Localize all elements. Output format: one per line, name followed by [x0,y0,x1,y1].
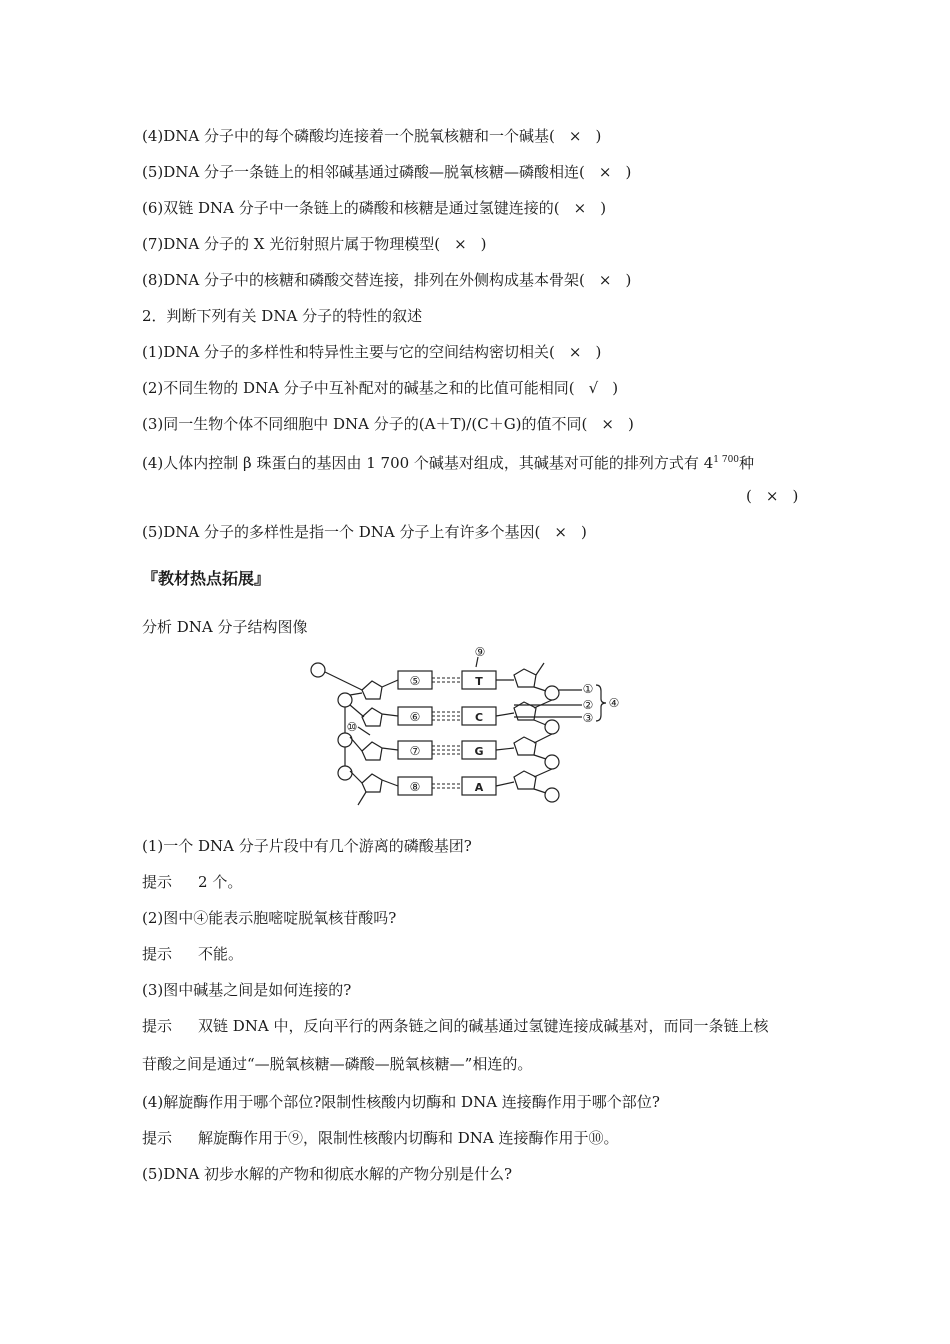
question: (5)DNA 初步水解的产物和彻底水解的产物分别是什么? [142,1165,513,1183]
label-6: ⑥ [409,710,421,724]
phosphate-circle [311,663,325,677]
answer-bracket: ( × ) [746,487,799,505]
hint: 提示 不能。 [142,945,244,963]
question: (4)解旋酶作用于哪个部位?限制性核酸内切酶和 DNA 连接酶作用于哪个部位? [142,1093,660,1111]
sugar-pentagon [362,708,382,726]
phosphate-circle [545,686,559,700]
sugar-pentagon [362,742,382,760]
answer-mark: √ [588,379,599,397]
base-T: T [475,675,483,688]
label-10: ⑩ [346,720,358,734]
answer-mark: × [573,199,587,217]
answer-mark: × [568,127,582,145]
base-A: A [474,781,484,794]
answer-mark: × [765,487,779,505]
hint: 提示 2 个。 [142,873,243,891]
judgment-item: (4)人体内控制 β 珠蛋白的基因由 1 700 个碱基对组成，其碱基对可能的排列方式有 $4^{1 700}$种 [142,454,755,472]
judgment-item: (2)不同生物的 DNA 分子中互补配对的碱基之和的比值可能相同( √ ) [142,379,619,397]
phosphate-circle [338,733,352,747]
judgment-item: (4)DNA 分子中的每个磷酸均连接着一个脱氧核糖和一个碱基( × ) [142,127,602,145]
answer-mark: × [601,415,614,433]
question: (2)图中④能表示胞嘧啶脱氧核苷酸吗? [142,909,397,927]
question: (1)一个 DNA 分子片段中有几个游离的磷酸基团? [142,837,472,855]
base-C: C [474,711,484,724]
question: (3)图中碱基之间是如何连接的? [142,981,352,999]
sugar-pentagon [362,681,382,699]
judgment-item: (1)DNA 分子的多样性和特异性主要与它的空间结构密切相关( × ) [142,343,602,361]
judgment-item: (5)DNA 分子的多样性是指一个 DNA 分子上有许多个基因( × ) [142,523,587,541]
label-8: ⑧ [409,780,421,794]
judgment-item: (5)DNA 分子一条链上的相邻碱基通过磷酸—脱氧核糖—磷酸相连( × ) [142,163,632,181]
answer-mark: × [598,163,612,181]
label-1: ① [582,682,594,696]
phosphate-circle [338,766,352,780]
label-2: ② [582,698,594,712]
phosphate-circle [545,720,559,734]
section-heading: 『教材热点拓展』 [142,569,271,588]
sugar-pentagon [514,669,536,687]
answer-mark: × [554,523,567,541]
sugar-pentagon [514,737,536,755]
section-title: 2．判断下列有关 DNA 分子的特性的叙述 [142,307,423,325]
base-G: G [474,745,484,758]
phosphate-circle [545,788,559,802]
label-7: ⑦ [409,744,421,758]
answer-mark: × [454,235,467,253]
label-5: ⑤ [409,674,421,688]
hint: 提示 双链 DNA 中，反向平行的两条链之间的碱基通过氢键连接成碱基对，而同一条链上核 [142,1017,769,1035]
label-3: ③ [582,711,594,725]
dna-structure-diagram [300,645,630,815]
phosphate-circle [545,755,559,769]
sugar-pentagon [514,771,536,789]
judgment-item: (7)DNA 分子的 X 光衍射照片属于物理模型( × ) [142,235,487,253]
brace [596,685,606,721]
hint: 提示 解旋酶作用于⑨，限制性核酸内切酶和 DNA 连接酶作用于⑩。 [142,1129,619,1147]
answer-mark: × [568,343,582,361]
sugar-pentagon [362,774,382,792]
exponent: 1 700 [713,455,740,465]
phosphate-circle [338,693,352,707]
judgment-item: (8)DNA 分子中的核糖和磷酸交替连接，排列在外侧构成基本骨架( × ) [142,271,632,289]
analysis-title: 分析 DNA 分子结构图像 [142,618,308,636]
answer-mark: × [598,271,612,289]
hint-continuation: 苷酸之间是通过“—脱氧核糖—磷酸—脱氧核糖—”相连的。 [142,1055,533,1073]
judgment-item: (3)同一生物个体不同细胞中 DNA 分子的(A＋T)/(C＋G)的值不同( × ) [142,415,634,433]
label-4: ④ [608,696,620,710]
judgment-item: (6)双链 DNA 分子中一条链上的磷酸和核糖是通过氢键连接的( × ) [142,199,607,217]
label-9: ⑨ [474,645,486,659]
